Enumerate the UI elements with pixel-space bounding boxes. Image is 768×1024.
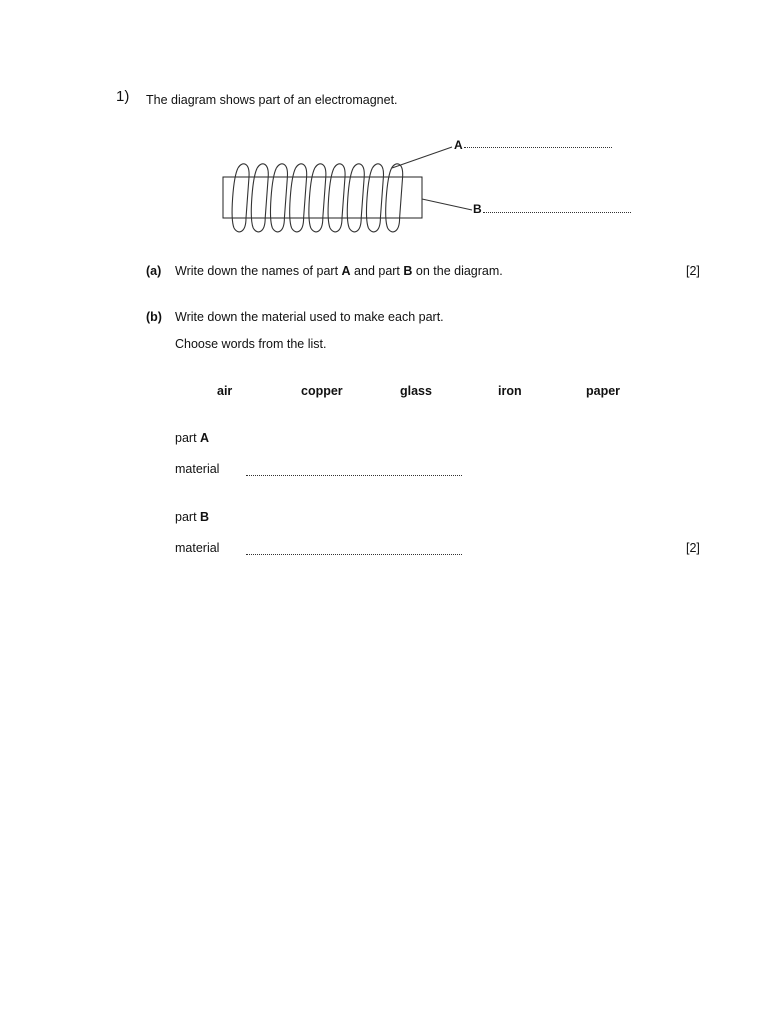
word-paper: paper (586, 384, 621, 398)
word-copper: copper (301, 384, 343, 398)
part-a-letter-bold: A (200, 431, 210, 445)
coil (232, 164, 403, 232)
part-a-text-2: and part (350, 264, 404, 278)
part-b-prefix: part (175, 510, 201, 524)
part-a-bold-a: A (341, 264, 351, 278)
part-b-instruction: Write down the material used to make each part. (175, 310, 444, 324)
word-air: air (217, 384, 233, 398)
part-a-marks: [2] (686, 264, 700, 278)
part-a-prefix: part (175, 431, 201, 445)
part-b-heading (175, 510, 209, 524)
material-answer-line-b[interactable] (246, 554, 462, 555)
word-glass: glass (400, 384, 432, 398)
part-a-text-3: on the diagram. (412, 264, 503, 278)
material-label-b: material (175, 541, 220, 555)
part-a-bold-b: B (403, 264, 413, 278)
material-label-a: material (175, 462, 220, 476)
question-intro: The diagram shows part of an electromagnet. (146, 93, 398, 107)
part-b-letter-bold: B (200, 510, 210, 524)
part-b-letter: (b) (146, 310, 162, 324)
label-a: A (454, 138, 463, 152)
part-a-text-1: Write down the names of part (175, 264, 342, 278)
leader-lines (392, 147, 472, 210)
question-number: 1) (116, 88, 130, 105)
label-b: B (473, 202, 482, 216)
part-a-heading (175, 431, 209, 445)
answer-line-b[interactable] (483, 212, 631, 213)
material-answer-line-a[interactable] (246, 475, 462, 476)
word-iron: iron (498, 384, 522, 398)
part-a-question (175, 264, 503, 278)
answer-line-a[interactable] (464, 147, 612, 148)
part-b-choose: Choose words from the list. (175, 337, 327, 351)
part-a-letter: (a) (146, 264, 162, 278)
part-b-marks: [2] (686, 541, 700, 555)
